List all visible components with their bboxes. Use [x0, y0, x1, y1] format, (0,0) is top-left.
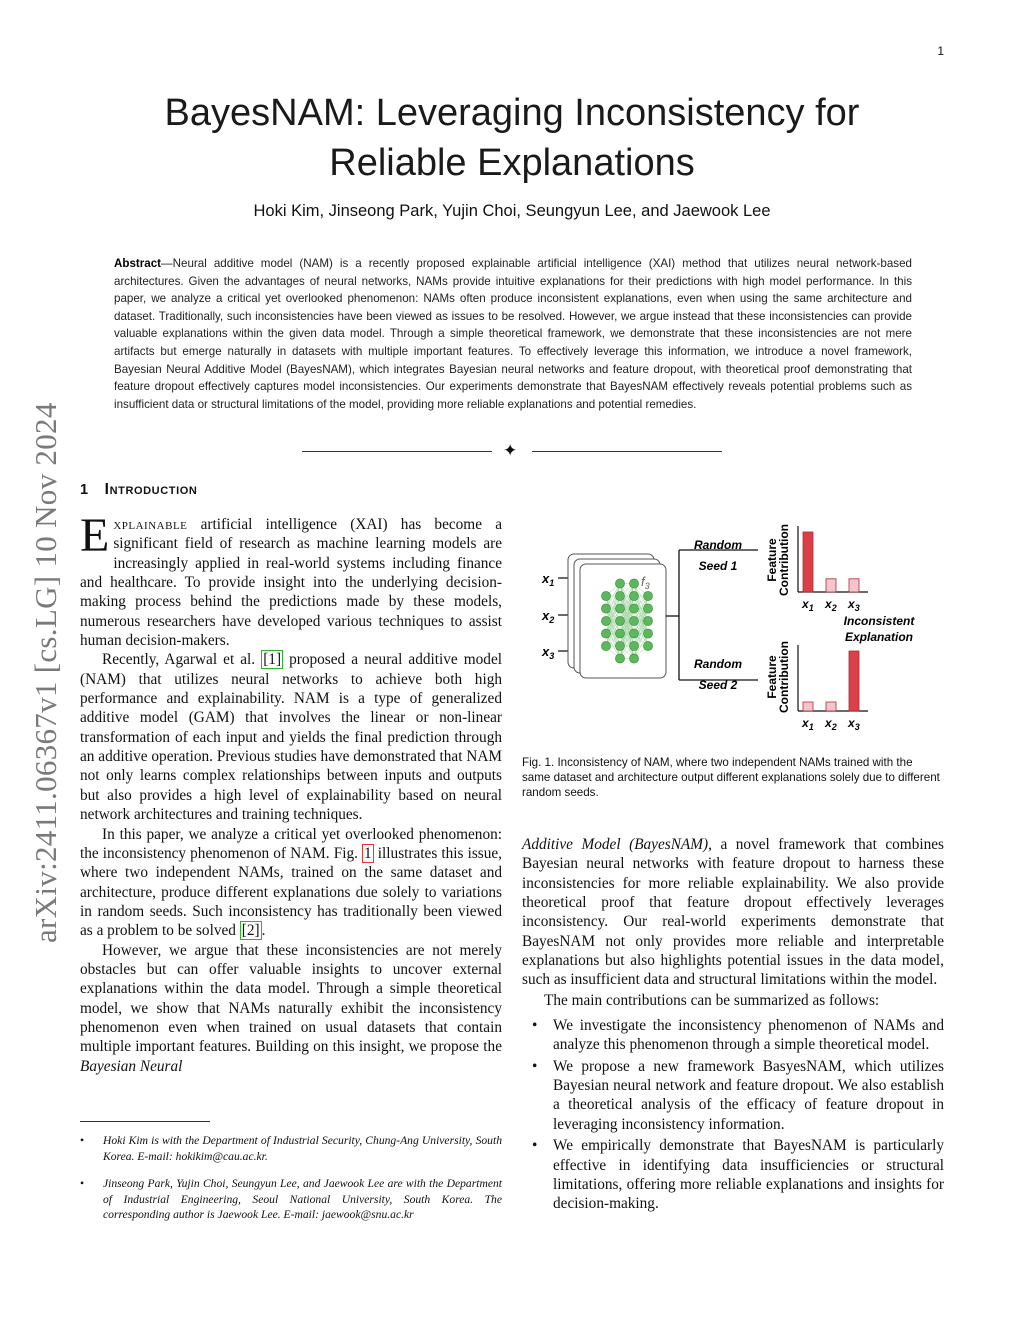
drop-cap: E — [80, 509, 110, 562]
figure-1 — [522, 510, 944, 740]
network-stack — [568, 554, 666, 678]
nn-node — [629, 616, 638, 625]
citation-link[interactable]: [2] — [241, 922, 260, 940]
bar-x3 — [849, 579, 859, 592]
intro-paragraph-4 — [80, 941, 502, 1076]
footnotes — [80, 1133, 502, 1235]
list-item — [522, 1016, 944, 1055]
footnote-2 — [80, 1176, 502, 1223]
nn-node — [615, 616, 624, 625]
nn-node — [601, 629, 610, 638]
inconsistent-label-top: Inconsistent — [843, 614, 915, 628]
bar-x2 — [826, 579, 836, 592]
intro-text-2b: proposed a neural additive model (NAM) that utilizes neural networks to achieve both high performance and explainability. NAM is a type of generalized additive model (GAM) that involves the linear or non-linear transformation of each input and yields the final prediction through an additive operation. Previous studies have demonstrated that NAM not only learns complex relationships between inputs and outputs but also provides a high level of explainability based on neural network architectures and training techniques. — [80, 651, 502, 824]
tick-label-x2: $x_2$ — [825, 597, 837, 613]
seed-1-label-top: Random — [694, 538, 742, 552]
nn-node — [601, 641, 610, 650]
list-item — [522, 1136, 944, 1213]
section-heading — [80, 481, 197, 499]
nn-node — [629, 629, 638, 638]
intro-text-4a: However, we argue that these inconsistencies are not merely obstacles but can offer valuable insights to uncover external explanations within the data model. Through a simple theoretical model, we show that NAMs naturally exhibit the inconsistency phenomenon even when trained on usual datasets that contain multiple important features. Building on this insight, we propose the — [80, 941, 502, 1056]
bullet-icon: • — [80, 1134, 85, 1147]
section-number: 1 — [80, 482, 89, 498]
bar-x3 — [849, 651, 859, 711]
nn-node — [601, 591, 610, 600]
abstract — [114, 255, 912, 413]
bar-x1 — [803, 532, 813, 592]
contribution-list — [522, 1016, 944, 1213]
section-title: Introduction — [104, 481, 198, 498]
bullet-icon: • — [80, 1177, 85, 1190]
chart-seed-1 — [798, 526, 868, 613]
separator-star-icon: ✦ — [503, 441, 518, 461]
chart-seed-2 — [798, 645, 868, 732]
arxiv-identifier: arXiv:2411.06367v1 [cs.LG] 10 Nov 2024 — [28, 402, 63, 943]
tick-label-x1: $x_1$ — [802, 597, 814, 613]
nn-node — [629, 641, 638, 650]
chart-2-ylabel-line-1: Feature — [765, 655, 779, 699]
nn-node — [601, 604, 610, 613]
input-label-x2: $x_2$ — [542, 608, 555, 625]
bullet-icon: • — [532, 1017, 538, 1035]
nn-node — [629, 579, 638, 588]
nn-node — [615, 591, 624, 600]
nn-node — [643, 604, 652, 613]
figure-link[interactable]: 1 — [364, 844, 372, 862]
nn-node — [629, 591, 638, 600]
tick-label-x3: $x_3$ — [848, 597, 860, 613]
bullet-icon: • — [532, 1137, 538, 1155]
separator-line-right — [532, 451, 722, 452]
tick-label-x3: $x_3$ — [848, 716, 860, 732]
footnote-text: Hoki Kim is with the Department of Industrial Security, Chung-Ang University, South Korea. E-mail: hokikim@cau.ac.kr. — [103, 1134, 502, 1163]
nn-node — [615, 604, 624, 613]
figure-caption: Fig. 1. Inconsistency of NAM, where two independent NAMs trained with the same dataset and architecture output different explanations solely due to different random seeds. — [522, 756, 940, 800]
inconsistent-label-bottom: Explanation — [844, 630, 914, 644]
right-column — [522, 835, 944, 1214]
tick-label-x2: $x_2$ — [825, 716, 837, 732]
list-item-text: We propose a new framework BasyesNAM, which utilizes Bayesian neural network and feature dropout. We also establish a theoretical analysis of the efficacy of feature dropout in leveraging inconsistency information. — [553, 1057, 944, 1133]
bayesnam-term: Additive Model (BayesNAM) — [522, 836, 709, 853]
nn-node — [643, 591, 652, 600]
network-label: $f_3$ — [641, 574, 650, 591]
footnote-rule — [80, 1121, 210, 1122]
nn-node — [643, 641, 652, 650]
title-line-2: Reliable Explanations — [329, 142, 695, 184]
seed-2-label-top: Random — [694, 657, 742, 671]
input-label-x3: $x_3$ — [542, 644, 555, 661]
title-line-1: BayesNAM: Leveraging Inconsistency for — [164, 92, 860, 134]
page-number: 1 — [937, 44, 944, 58]
right-paragraph-1 — [522, 835, 944, 990]
abstract-text: —Neural additive model (NAM) is a recently proposed explainable artificial intelligence (XAI) method that utilizes neural network-based architectures. Given the advantages of neural networks, NAMs provide intuitive explanations for their predictions with high model performance. In this paper, we analyze a critical yet overlooked phenomenon: NAMs often produce inconsistent explanations, even when using the same architecture and dataset. Traditionally, such inconsistencies have been viewed as issues to be resolved. However, we argue instead that these inconsistencies can provide valuable explanations within the given data model. Through a simple theoretical framework, we demonstrate that these inconsistencies are not mere artifacts but emerge naturally in datasets with multiple important features. To effectively leverage this information, we introduce a novel framework, Bayesian Neural Additive Model (BayesNAM), which integrates Bayesian neural networks and feature dropout, with theoretical proof demonstrating that feature dropout effectively captures model inconsistencies. Our experiments demonstrate that BayesNAM effectively reveals potential problems such as insufficient data or structural limitations of the model, providing more reliable explanations and potential remedies. — [114, 257, 912, 411]
intro-text-3c: . — [261, 922, 266, 940]
right-paragraph-2: The main contributions can be summarized as follows: — [544, 991, 880, 1009]
author-list: Hoki Kim, Jinseong Park, Yujin Choi, Seungyun Lee, and Jaewook Lee — [253, 202, 771, 220]
intro-paragraph-2 — [80, 650, 502, 824]
paper-title — [0, 88, 1024, 188]
seed-1-label-bottom: Seed 1 — [698, 559, 738, 573]
chart-1-ylabel-line-2: Contribution — [777, 524, 791, 596]
intro-paragraph-3 — [80, 825, 502, 941]
list-item-text: We investigate the inconsistency phenomenon of NAMs and analyze this phenomenon through a simple theoretical model. — [553, 1017, 944, 1054]
right-text-1: , a novel framework that combines Bayesian neural networks with feature dropout to harness these inconsistencies for more reliable explainability. We also provide theoretical proof that feature dropout effectively leverages inconsistency. Our real-world experiments demonstrate that BayesNAM not only provides more reliable and interpretable explanations but also highlights potential issues in the data model, such as insufficient data and structural limitations within the model. — [522, 836, 945, 989]
left-column — [80, 509, 502, 1076]
intro-paragraph-1 — [80, 509, 502, 650]
input-label-x1: $x_1$ — [542, 571, 555, 588]
chart-2-ylabel-line-2: Contribution — [777, 641, 791, 713]
list-item-text: We empirically demonstrate that BayesNAM is particularly effective in identifying data insufficiencies or structural limitations, offering more reliable explanations and insights for decision-making. — [553, 1137, 944, 1213]
nn-node — [615, 654, 624, 663]
lead-in-word: xplainable — [113, 516, 188, 533]
intro-text-2a: Recently, Agarwal et al. — [102, 651, 262, 669]
footnote-1 — [80, 1133, 502, 1164]
citation-link[interactable]: [1] — [263, 651, 282, 669]
separator-line-left — [302, 451, 492, 452]
abstract-label: Abstract — [114, 257, 162, 270]
list-item — [522, 1057, 944, 1134]
tick-label-x1: $x_1$ — [802, 716, 814, 732]
nn-node — [615, 629, 624, 638]
seed-2-label-bottom: Seed 2 — [698, 678, 738, 692]
nn-node — [629, 654, 638, 663]
nn-node — [643, 616, 652, 625]
footnote-text: Jinseong Park, Yujin Choi, Seungyun Lee, and Jaewook Lee are with the Department of Industrial Engineering, Seoul National University, South Korea. The corresponding author is Jaewook Lee. E-mail: jaewook@snu.ac.kr — [103, 1177, 502, 1221]
nn-node — [643, 629, 652, 638]
intro-text-3a: In this paper, we analyze a critical yet overlooked phenomenon: the inconsistency phenomenon of NAM. Fig. — [80, 825, 502, 862]
nn-node — [615, 641, 624, 650]
nn-node — [615, 579, 624, 588]
intro-text-3b: illustrates this issue, where two independent NAMs, trained on the same dataset and architecture, produce different explanations due solely to variations in random seeds. Such inconsistency has traditionally been viewed as a problem to be solved — [80, 844, 502, 940]
bar-x1 — [803, 702, 813, 711]
bullet-icon: • — [532, 1057, 538, 1075]
nn-node — [629, 604, 638, 613]
intro-text-4-italic: Bayesian Neural — [80, 1057, 183, 1075]
bar-x2 — [826, 702, 836, 711]
chart-1-ylabel-line-1: Feature — [765, 538, 779, 582]
intro-text-1: artificial intelligence (XAI) has become a significant field of research as machine learning models are increasingly applied in real-world systems including finance and healthcare. To provide insight into the underlying decision-making process behind the predictions made by these models, numerous researchers have developed various techniques to assist human decision-makers. — [80, 516, 502, 650]
nn-node — [601, 616, 610, 625]
